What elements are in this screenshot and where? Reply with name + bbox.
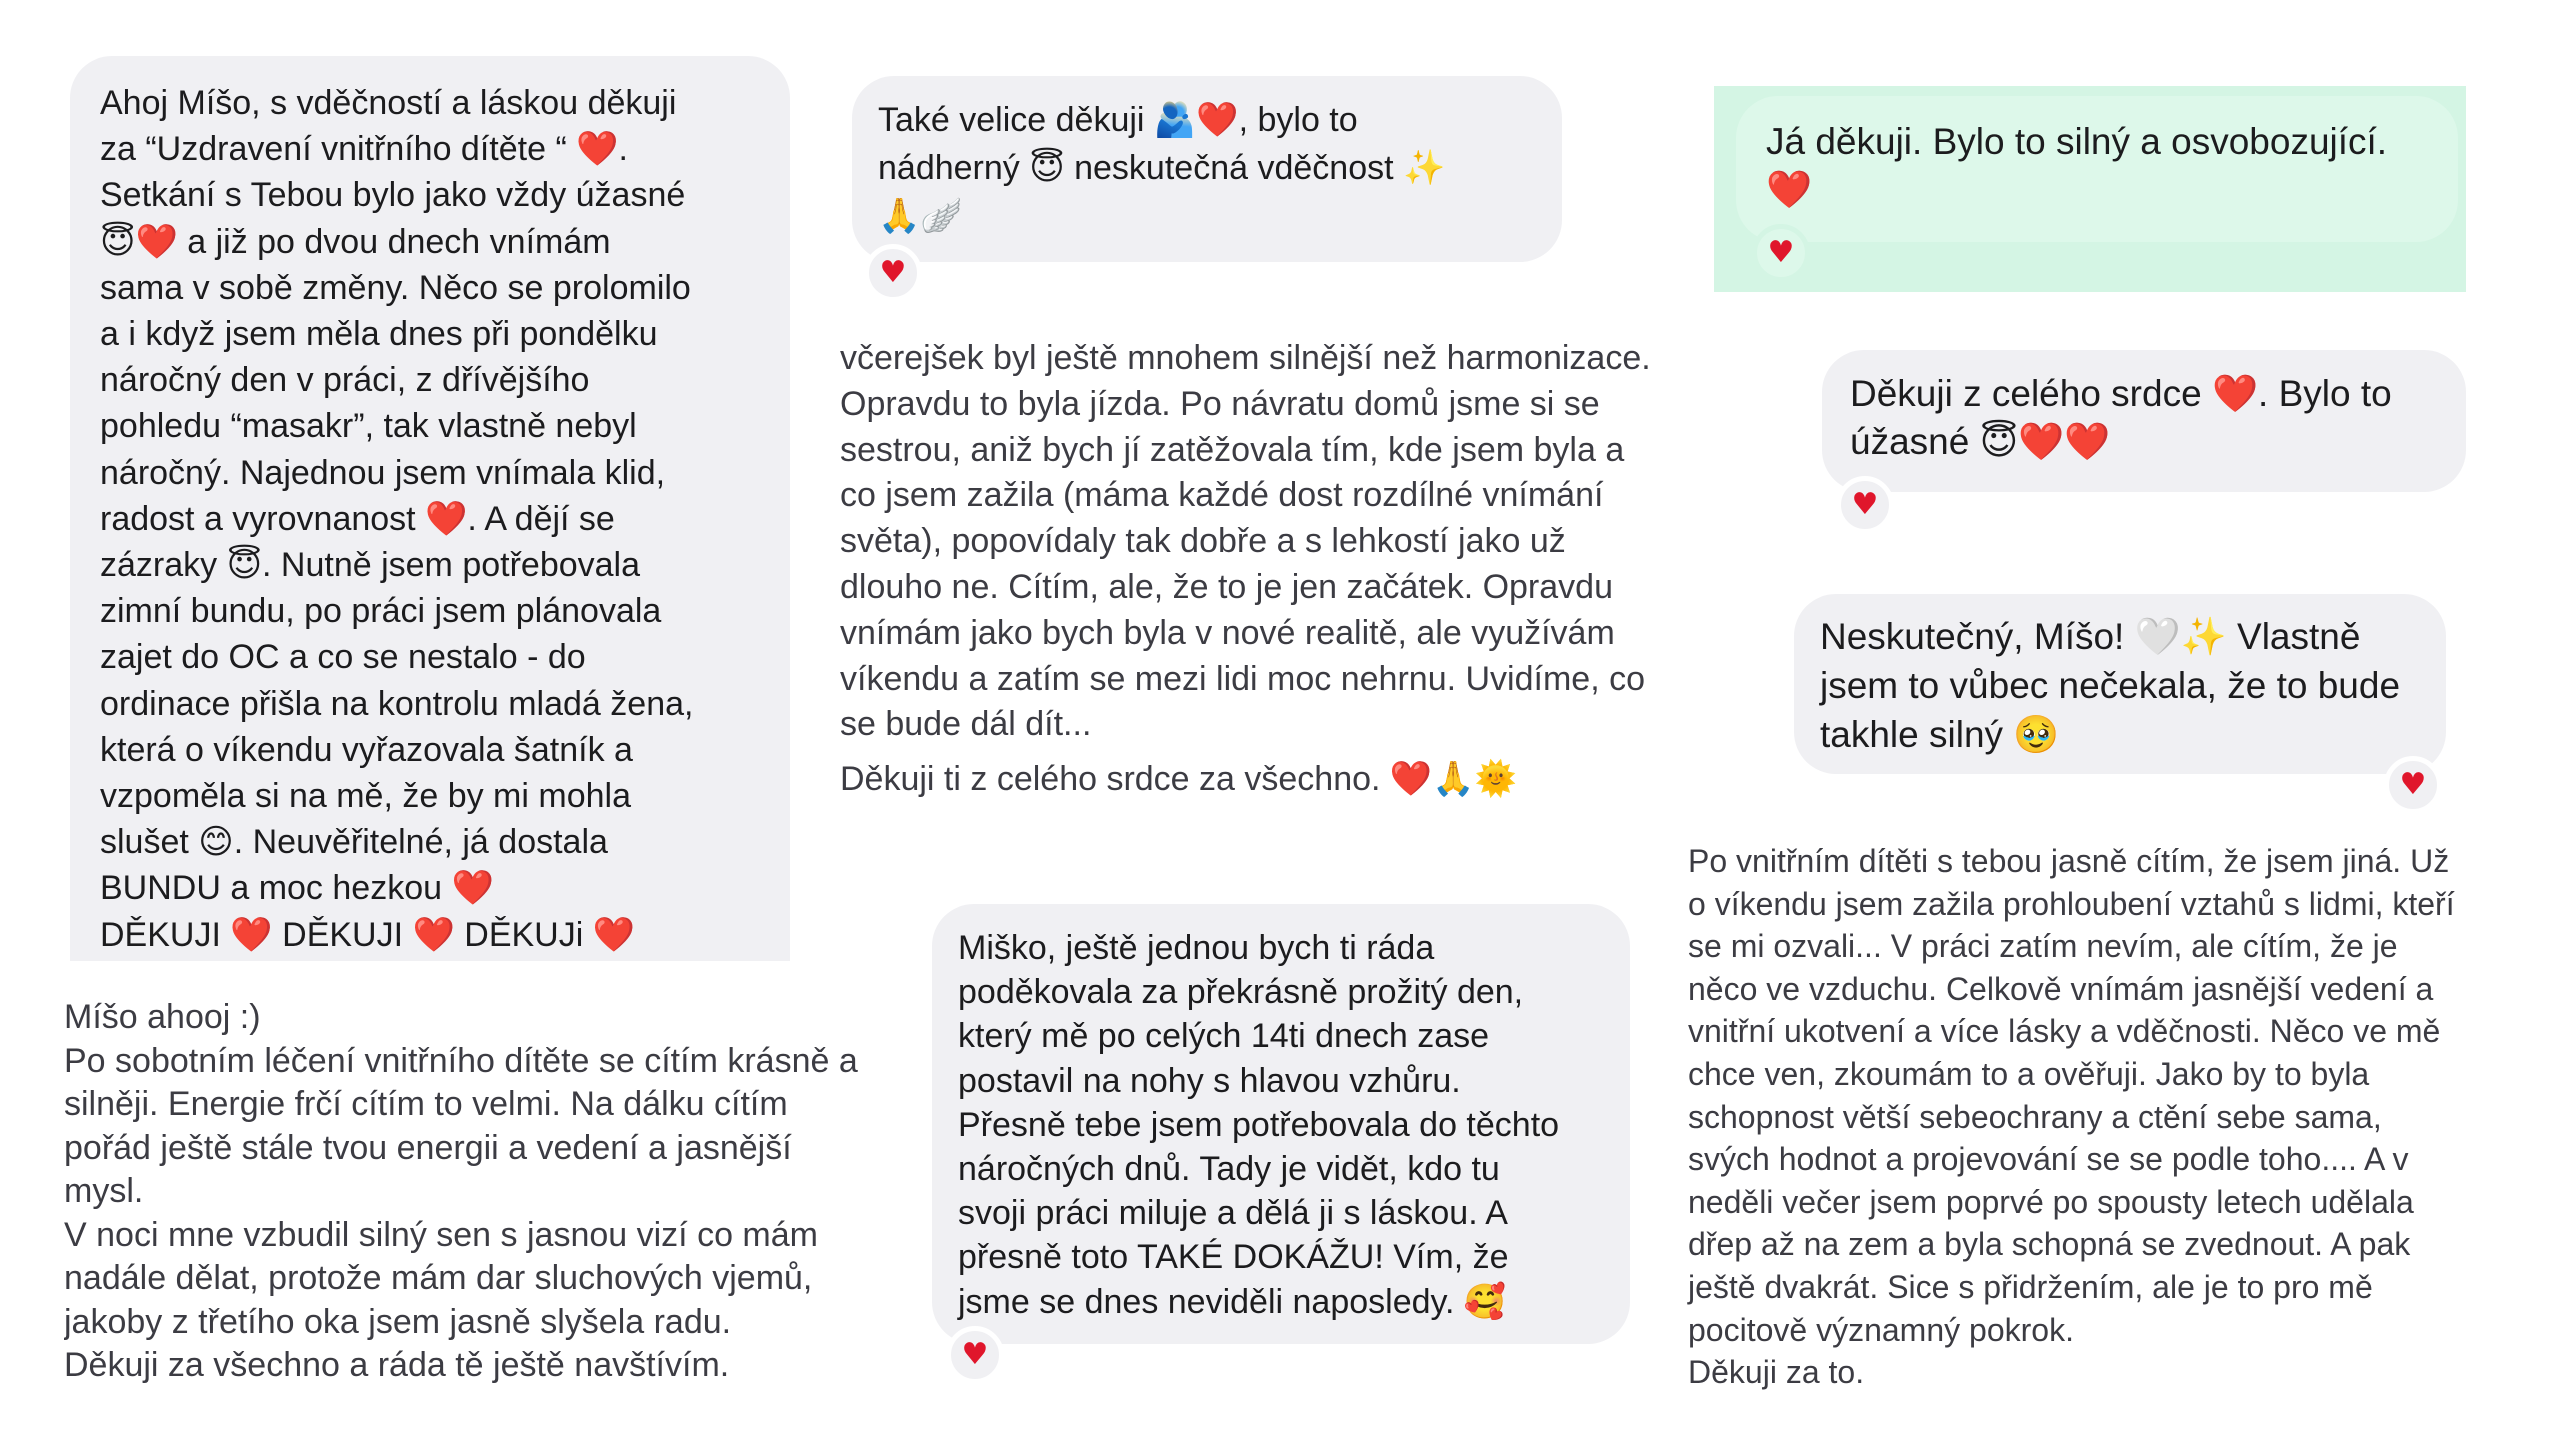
message-plain-2 (64, 996, 944, 1416)
heart-reaction-8[interactable]: ♥ (2384, 756, 2442, 814)
message-bubble-5 (932, 904, 1630, 1344)
message-text-4: včerejšek byl ještě mnohem silnější než harmonizace. Opravdu to byla jízda. Po návratu domů jsme si se sestrou, aniž bych jí zatěžovala tím, kde jsem byla a co jsem zažila (máma každé dost rozdílné vnímání světa), popovídaly tak dobře a s lehkostí jako už dlouho ne. Cítím, ale, že to je jen začátek. Opravdu vnímám jako bych byla v nové realitě, ale využívám víkendu a zatím se mezi lidi moc nehrnu. Uvidíme, co se bude dál dít... (840, 339, 1651, 744)
message-text-3: Také velice děkuji 🫂❤️, bylo to nádherný 😇 neskutečná vděčnost ✨ 🙏🪽 (878, 101, 1446, 235)
message-text-5: Miško, ještě jednou bych ti ráda poděkovala za překrásně prožitý den, který mě po celých 14ti dnech zase postavil na nohy s hlavou vzhůru. Přesně tebe jsem potřebovala do těchto náročných dnů. Tady je vidět, kdo tu svoji práci miluje a dělá ji s láskou. A přesně toto TAKÉ DOKÁŽU! Vím, že jsme se dnes neviděli naposledy. 🥰 (958, 929, 1560, 1321)
message-bubble-8 (1794, 594, 2446, 774)
heart-reaction-7[interactable]: ♥ (1836, 476, 1894, 534)
heart-reaction-3[interactable]: ♥ (864, 244, 922, 302)
message-text-7: Děkuji z celého srdce ❤️. Bylo to úžasné 😇❤️❤️ (1850, 373, 2392, 462)
message-text-6: Já děkuji. Bylo to silný a osvobozující. ❤️ (1766, 121, 2388, 210)
message-bubble-3 (852, 76, 1562, 262)
message-plain-9 (1688, 840, 2548, 1394)
message-bubble-7 (1822, 350, 2466, 492)
message-text-8: Neskutečný, Míšo! 🤍✨ Vlastně jsem to vůbec nečekala, že to bude takhle silný 🥹 (1820, 616, 2401, 755)
message-plain-4 (840, 336, 1740, 804)
heart-reaction-6[interactable]: ♥ (1752, 224, 1810, 282)
message-bubble-6 (1736, 96, 2458, 242)
message-text-1: Ahoj Míšo, s vděčností a láskou děkuji za “Uzdravení vnitřního dítěte “ ❤️. Setkání s Tebou bylo jako vždy úžasné 😇❤️ a již po dvou dnech vnímám sama v sobě změny. Něco se prolomilo a i když jsem měla dnes při pondělku náročný den v práci, z dřívějšího pohledu “masakr”, tak vlastně nebyl náročný. Najednou jsem vnímala klid, radost a vyrovnanost ❤️. A dějí se zázraky 😇. Nutně jsem potřebovala zimní bundu, po práci jsem plánovala zajet do OC a co se nestalo - do ordinace přišla na kontrolu mladá žena, která o víkendu vyřazovala šatník a vzpoměla si na mě, že by mi mohla slušet 😊. Neuvěřitelné, já dostala BUNDU a moc hezkou ❤️ DĚKUJI ❤️ DĚKUJI ❤️ DĚKUJi ❤️ (100, 84, 694, 954)
heart-reaction-5[interactable]: ♥ (946, 1326, 1004, 1384)
message-text-4b: Děkuji ti z celého srdce za všechno. ❤️🙏🌞 (840, 760, 1517, 799)
message-text-2: Míšo ahooj :) Po sobotním léčení vnitřního dítěte se cítím krásně a silněji. Energie frčí cítím to velmi. Na dálku cítím pořád ještě stále tvou energii a vedení a jasnější mysl. V noci mne vzbudil silný sen s jasnou vizí co mám nadále dělat, protože mám dar sluchových vjemů, jakoby z třetího oka jsem jasně slyšela radu. Děkuji za všechno a ráda tě ještě navštívím. (64, 998, 858, 1384)
message-text-9: Po vnitřním dítěti s tebou jasně cítím, že jsem jiná. Už o víkendu jsem zažila prohloubení vztahů s lidmi, kteří se mi ozvali... V práci zatím nevím, ale cítím, že je něco ve vzduchu. Celkově vnímám jasnější vedení a vnitřní ukotvení a více lásky a vděčnosti. Něco ve mě chce ven, zkoumám to a ověřuji. Jako by to byla schopnost větší sebeochrany a ctění sebe sama, svých hodnot a projevování se se podle toho.... A v neděli večer jsem poprvé po spousty letech udělala dřep až na zem a byla schopná se zvednout. A pak ještě dvakrát. Sice s přidržením, ale je to pro mě pocitově významný pokrok. Děkuji za to. (1688, 843, 2455, 1391)
message-bubble-1 (70, 56, 790, 961)
